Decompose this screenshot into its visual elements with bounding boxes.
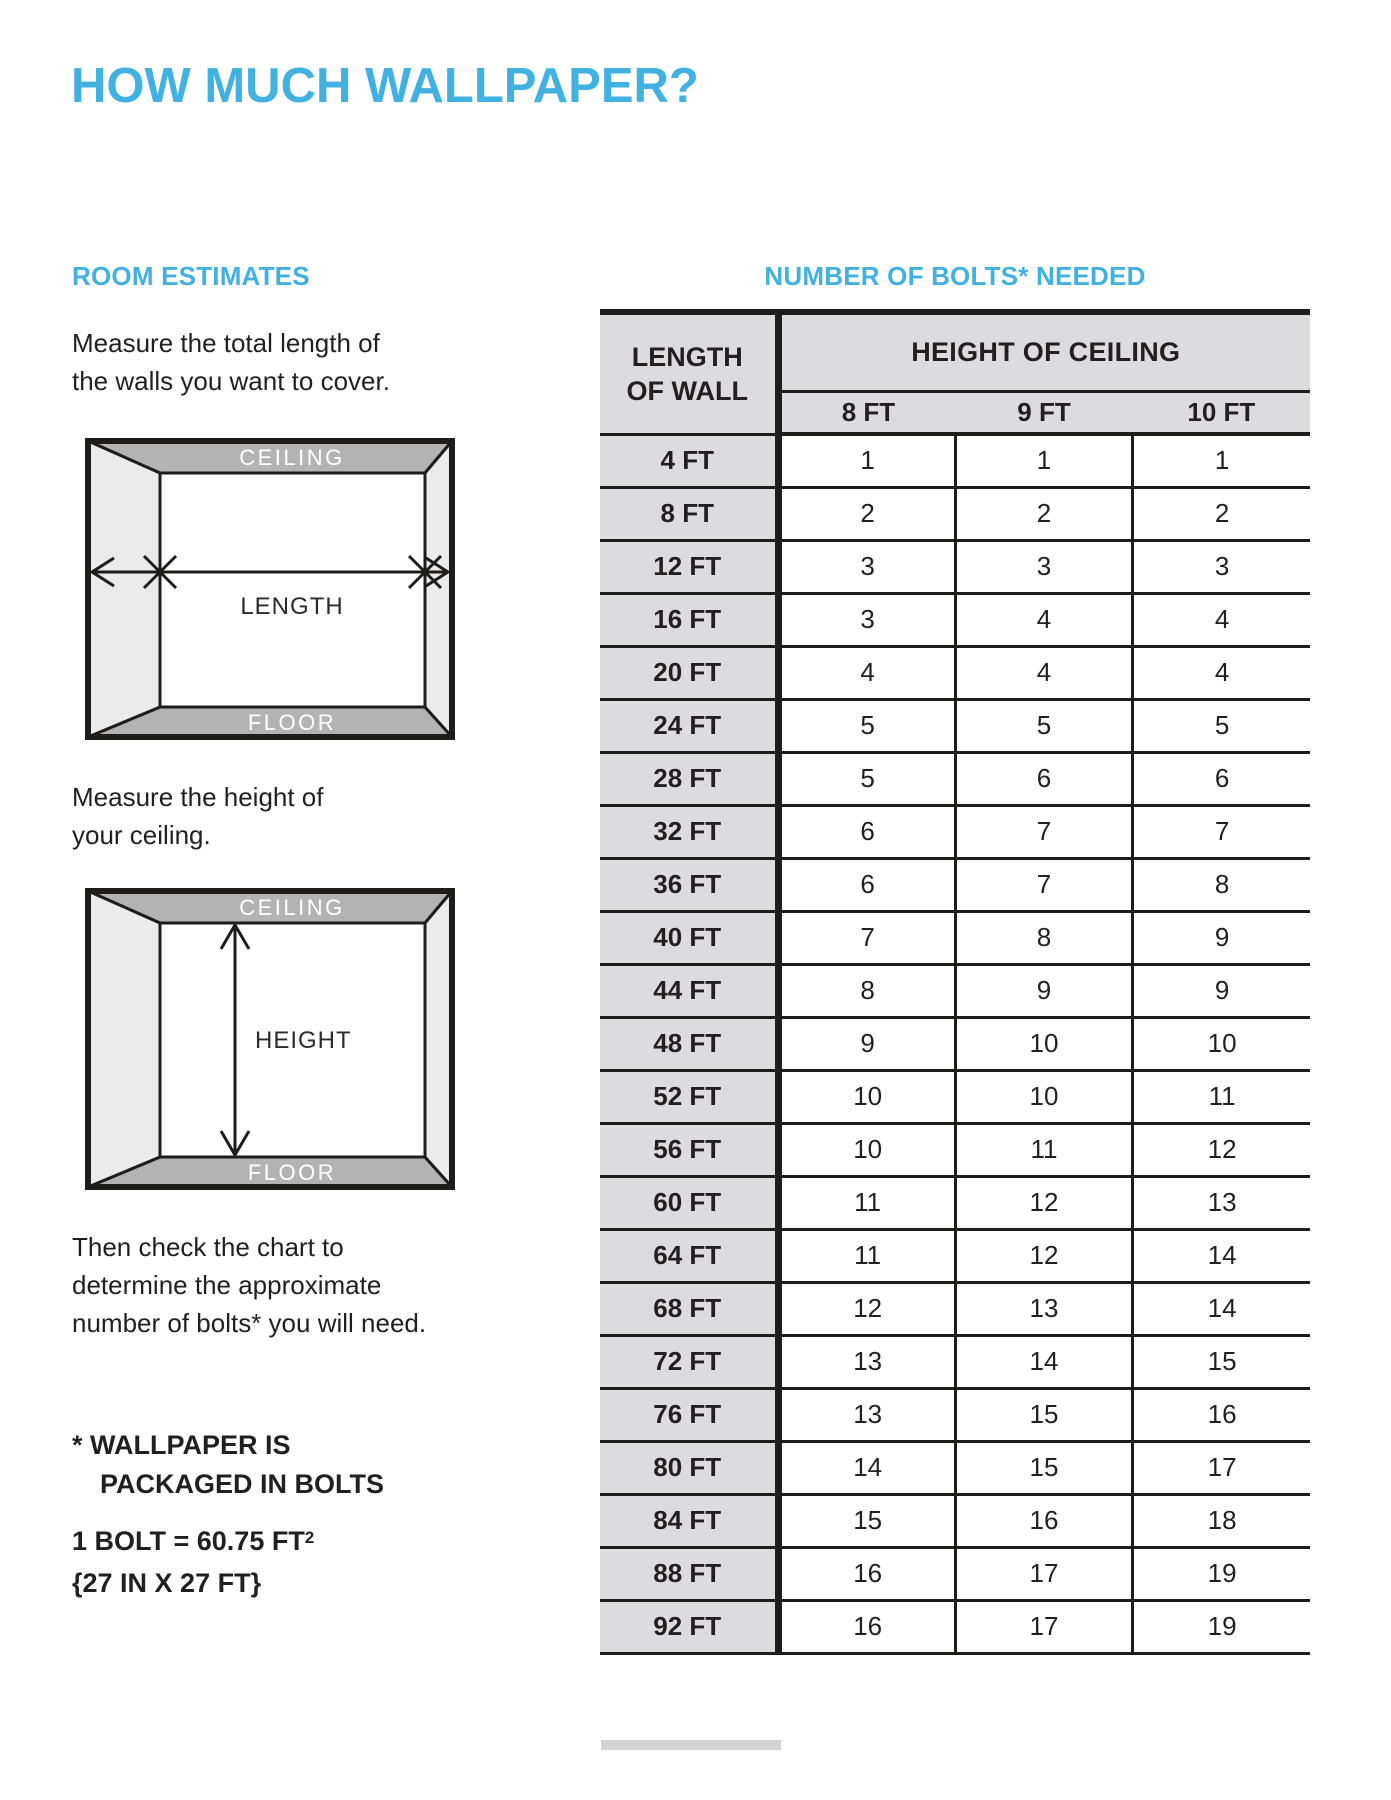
bolt-count-cell: 4: [1133, 593, 1310, 646]
bolts-table: [600, 309, 1310, 1655]
bolt-count-cell: 10: [1133, 1017, 1310, 1070]
bolt-count-cell: 10: [955, 1017, 1132, 1070]
bolt-equation: 1 BOLT = 60.75 FT: [72, 1526, 305, 1556]
left-wall-face: [88, 891, 160, 1187]
wall-length-cell: 24 FT: [600, 699, 778, 752]
table-row: [600, 1335, 1310, 1388]
right-wall-face: [425, 891, 452, 1187]
bolt-count-cell: 1: [1133, 434, 1310, 487]
bolt-count-cell: 2: [778, 487, 955, 540]
floor-label: FLOOR: [247, 710, 337, 735]
bolt-count-cell: 9: [1133, 911, 1310, 964]
bolt-count-cell: 12: [778, 1282, 955, 1335]
bolt-equation-line: [72, 1526, 314, 1556]
bolt-count-cell: 6: [1133, 752, 1310, 805]
bolt-count-cell: 8: [955, 911, 1132, 964]
page-title: HOW MUCH WALLPAPER?: [71, 59, 699, 113]
wall-length-cell: 72 FT: [600, 1335, 778, 1388]
bolt-count-cell: 8: [1133, 858, 1310, 911]
bolt-count-cell: 4: [955, 593, 1132, 646]
wall-length-cell: 36 FT: [600, 858, 778, 911]
bolt-count-cell: 4: [778, 646, 955, 699]
bolt-count-cell: 14: [955, 1335, 1132, 1388]
superscript-two: 2: [304, 1527, 315, 1547]
measure-length-text: [72, 324, 390, 400]
bolt-definition: [72, 1522, 314, 1603]
bolt-count-cell: 4: [1133, 646, 1310, 699]
bolt-count-cell: 16: [778, 1600, 955, 1653]
bolt-count-cell: 16: [778, 1547, 955, 1600]
wall-length-cell: 8 FT: [600, 487, 778, 540]
column-header-9ft: 9 FT: [955, 391, 1132, 434]
bolt-count-cell: 6: [778, 858, 955, 911]
bolt-count-cell: 14: [1133, 1282, 1310, 1335]
table-row: [600, 1017, 1310, 1070]
footnote-line: * WALLPAPER IS: [72, 1430, 291, 1460]
bolt-count-cell: 3: [1133, 540, 1310, 593]
bolt-count-cell: 13: [778, 1388, 955, 1441]
table-row: [600, 593, 1310, 646]
bolt-count-cell: 13: [778, 1335, 955, 1388]
wall-length-cell: 84 FT: [600, 1494, 778, 1547]
bolts-needed-heading: NUMBER OF BOLTS* NEEDED: [764, 261, 1146, 291]
bolt-count-cell: 17: [955, 1547, 1132, 1600]
bolt-count-cell: 11: [778, 1176, 955, 1229]
bolt-count-cell: 10: [778, 1070, 955, 1123]
wall-length-cell: 48 FT: [600, 1017, 778, 1070]
bolt-count-cell: 7: [778, 911, 955, 964]
table-row: [600, 540, 1310, 593]
wall-length-cell: 64 FT: [600, 1229, 778, 1282]
wall-length-cell: 16 FT: [600, 593, 778, 646]
ceiling-label: CEILING: [239, 895, 345, 920]
bolt-count-cell: 5: [1133, 699, 1310, 752]
bolt-count-cell: 11: [778, 1229, 955, 1282]
column-header-8ft: 8 FT: [778, 391, 955, 434]
bolt-count-cell: 13: [955, 1282, 1132, 1335]
bolt-count-cell: 16: [955, 1494, 1132, 1547]
bolt-count-cell: 12: [955, 1176, 1132, 1229]
wall-length-cell: 44 FT: [600, 964, 778, 1017]
bolt-count-cell: 5: [955, 699, 1132, 752]
bolt-count-cell: 9: [955, 964, 1132, 1017]
text-line: number of bolts* you will need.: [72, 1308, 427, 1338]
table-row: [600, 752, 1310, 805]
bolt-count-cell: 14: [1133, 1229, 1310, 1282]
table-row: [600, 911, 1310, 964]
bolt-count-cell: 12: [955, 1229, 1132, 1282]
text-line: your ceiling.: [72, 820, 211, 850]
wall-length-cell: 12 FT: [600, 540, 778, 593]
bolt-count-cell: 14: [778, 1441, 955, 1494]
bolt-count-cell: 10: [778, 1123, 955, 1176]
wallpaper-bolts-footnote: [72, 1426, 384, 1504]
height-of-ceiling-header: HEIGHT OF CEILING: [778, 312, 1310, 391]
bolt-count-cell: 3: [778, 540, 955, 593]
text-line: determine the approximate: [72, 1270, 382, 1300]
bolt-count-cell: 15: [955, 1441, 1132, 1494]
bolt-count-cell: 1: [778, 434, 955, 487]
table-body: [600, 434, 1310, 1653]
table-row: [600, 699, 1310, 752]
bolt-count-cell: 18: [1133, 1494, 1310, 1547]
wall-length-cell: 4 FT: [600, 434, 778, 487]
bolt-count-cell: 11: [1133, 1070, 1310, 1123]
bolt-count-cell: 17: [1133, 1441, 1310, 1494]
bolt-count-cell: 19: [1133, 1600, 1310, 1653]
length-of-wall-header: [600, 312, 778, 434]
bolt-count-cell: 9: [778, 1017, 955, 1070]
table-row: [600, 1388, 1310, 1441]
footnote-line: PACKAGED IN BOLTS: [100, 1469, 385, 1499]
bolt-count-cell: 8: [778, 964, 955, 1017]
wall-length-cell: 28 FT: [600, 752, 778, 805]
right-wall-face: [425, 441, 452, 737]
bolt-count-cell: 7: [955, 805, 1132, 858]
text-line: Measure the height of: [72, 782, 324, 812]
length-room-diagram: [85, 438, 455, 740]
floor-label: FLOOR: [247, 1160, 337, 1185]
bolt-count-cell: 2: [1133, 487, 1310, 540]
bolt-count-cell: 7: [1133, 805, 1310, 858]
check-chart-text: [72, 1228, 426, 1342]
bolt-count-cell: 11: [955, 1123, 1132, 1176]
table-row: [600, 646, 1310, 699]
length-label: LENGTH: [240, 593, 344, 620]
text-line: the walls you want to cover.: [72, 366, 390, 396]
text-line: Then check the chart to: [72, 1232, 344, 1262]
bolt-count-cell: 3: [778, 593, 955, 646]
bolt-count-cell: 15: [1133, 1335, 1310, 1388]
wall-length-cell: 76 FT: [600, 1388, 778, 1441]
room-estimates-heading: ROOM ESTIMATES: [72, 261, 310, 291]
wall-length-cell: 40 FT: [600, 911, 778, 964]
table-row: [600, 964, 1310, 1017]
wall-length-cell: 80 FT: [600, 1441, 778, 1494]
bolt-count-cell: 12: [1133, 1123, 1310, 1176]
table-row: [600, 1070, 1310, 1123]
bolt-count-cell: 17: [955, 1600, 1132, 1653]
bolt-count-cell: 15: [955, 1388, 1132, 1441]
back-wall-face: [160, 473, 425, 707]
wall-length-cell: 52 FT: [600, 1070, 778, 1123]
ceiling-label: CEILING: [239, 445, 345, 470]
bolt-count-cell: 3: [955, 540, 1132, 593]
table-row: [600, 487, 1310, 540]
height-room-diagram: [85, 888, 455, 1190]
table-row: [600, 805, 1310, 858]
bolt-count-cell: 6: [778, 805, 955, 858]
left-wall-face: [88, 441, 160, 737]
table-row: [600, 1229, 1310, 1282]
table-row: [600, 1494, 1310, 1547]
wall-length-cell: 32 FT: [600, 805, 778, 858]
bolt-count-cell: 15: [778, 1494, 955, 1547]
bolt-count-cell: 13: [1133, 1176, 1310, 1229]
wall-length-cell: 68 FT: [600, 1282, 778, 1335]
bolt-count-cell: 19: [1133, 1547, 1310, 1600]
table-row: [600, 1123, 1310, 1176]
wall-length-cell: 92 FT: [600, 1600, 778, 1653]
wall-length-cell: 88 FT: [600, 1547, 778, 1600]
bolt-count-cell: 1: [955, 434, 1132, 487]
table-row: [600, 1600, 1310, 1653]
bolt-count-cell: 16: [1133, 1388, 1310, 1441]
bolt-count-cell: 10: [955, 1070, 1132, 1123]
bolt-size-line: {27 IN X 27 FT}: [72, 1568, 262, 1598]
table-row: [600, 1282, 1310, 1335]
table-bottom-strip: [601, 1740, 781, 1750]
table-row: [600, 1441, 1310, 1494]
table-row: [600, 434, 1310, 487]
header-line: LENGTH: [631, 341, 743, 372]
table-header: [600, 312, 1310, 434]
table-row: [600, 1176, 1310, 1229]
column-header-10ft: 10 FT: [1133, 391, 1310, 434]
bolt-count-cell: 7: [955, 858, 1132, 911]
wall-length-cell: 20 FT: [600, 646, 778, 699]
header-line: OF WALL: [626, 375, 748, 406]
table-row: [600, 1547, 1310, 1600]
measure-height-text: [72, 778, 324, 854]
height-label: HEIGHT: [255, 1027, 352, 1054]
bolt-count-cell: 6: [955, 752, 1132, 805]
bolt-count-cell: 4: [955, 646, 1132, 699]
wall-length-cell: 56 FT: [600, 1123, 778, 1176]
bolt-count-cell: 5: [778, 699, 955, 752]
text-line: Measure the total length of: [72, 328, 380, 358]
bolt-count-cell: 5: [778, 752, 955, 805]
bolt-count-cell: 9: [1133, 964, 1310, 1017]
table-row: [600, 858, 1310, 911]
wall-length-cell: 60 FT: [600, 1176, 778, 1229]
bolt-count-cell: 2: [955, 487, 1132, 540]
